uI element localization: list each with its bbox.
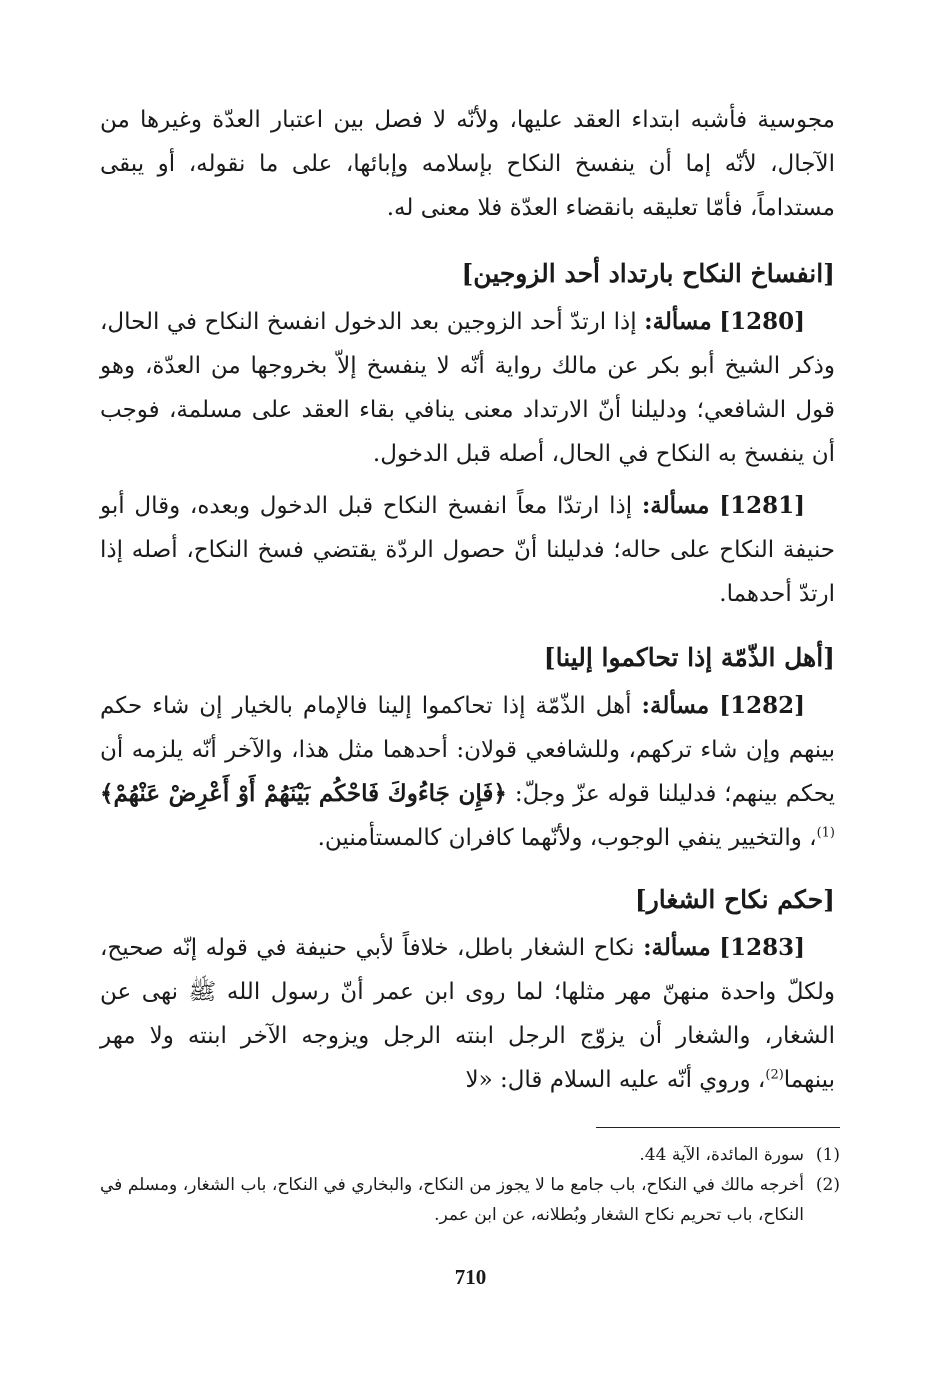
footnotes [100,1140,840,1230]
footnote-text: سورة المائدة، الآية 44. [639,1145,804,1165]
masala-number: [1282] [719,692,805,719]
masala-text: إذا ارتدّ أحد الزوجين بعد الدخول انفسخ النكاح في الحال، وذكر الشيخ أبو بكر عن مالك رواية أنّه لا ينفسخ إلاّ بخروجها من العدّة، وهو قول الشافعي؛ ودليلنا أنّ الارتداد معنى ينافي بقاء العقد على مسلمة، فوجب أن ينفسخ به النكاح في الحال، أصله قبل الدخول. [100,309,835,467]
masala-1280 [100,300,835,476]
footnote-ref: (1) [816,825,835,841]
section-ridda [100,252,835,616]
intro-block [100,98,835,230]
footnote-text: أخرجه مالك في النكاح، باب جامع ما لا يجوز من النكاح، والبخاري في النكاح، باب الشغار، ومسلم في النكاح، باب تحريم نكاح الشغار وبُطلانه، عن ابن عمر. [100,1175,804,1225]
masala-text: إذا ارتدّا معاً انفسخ النكاح قبل الدخول وبعده، وقال أبو حنيفة النكاح على حاله؛ فدليلنا أنّ حصول الردّة يقتضي فسخ النكاح، أصله إذا ارتدّ أحدهما. [100,493,835,607]
masala-number: [1281] [719,492,805,519]
masala-label: مسألة: [641,492,710,519]
masala-text: أهل الذّمّة إذا تحاكموا إلينا فالإمام بالخيار إن شاء حكم بينهم وإن شاء تركهم، وللشافعي قولان: أحدهما مثل هذا، والآخر أنّه يلزمه أن يحكم بينهم؛ فدليلنا قوله عزّ وجلّ: [100,693,835,807]
masala-label: مسألة: [644,308,712,335]
section-heading: [انفساخ النكاح بارتداد أحد الزوجين] [461,259,835,288]
masala-label: مسألة: [641,692,710,719]
section-dhimma [100,636,835,860]
masala-number: [1283] [719,934,806,961]
section-shighar [100,878,835,1102]
masala-number: [1280] [719,308,806,335]
masala-label: مسألة: [643,934,711,961]
masala-text-tail: ، والتخيير ينفي الوجوب، ولأنّهما كافران كالمستأمنين. [317,825,817,851]
masala-1281 [100,484,835,616]
footnote-number: (2) [815,1175,840,1195]
footnote [100,1170,840,1230]
footnote-number: (1) [815,1145,840,1165]
footnote-separator [596,1127,840,1128]
footnote-ref: (2) [765,1067,784,1083]
section-heading: [أهل الذّمّة إذا تحاكموا إلينا] [543,643,835,672]
masala-text: نكاح الشغار باطل، خلافاً لأبي حنيفة في قوله إنّه صحيح، ولكلّ واحدة منهنّ مهر مثلها؛ لما روى ابن عمر أنّ رسول الله ﷺ نهى عن الشغار، والشغار أن يزوّج الرجل ابنته الرجل ويزوجه الآخر ابنته ولا مهر بينهما [100,935,835,1093]
masala-1282 [100,684,835,860]
section-heading: [حكم نكاح الشغار] [634,885,835,914]
page-number: 710 [454,1265,487,1289]
quran-verse: ﴿فَإِن جَاءُوكَ فَاحْكُم بَيْنَهُمْ أَوْ أَعْرِضْ عَنْهُمْ﴾ [100,780,507,807]
intro-paragraph: مجوسية فأشبه ابتداء العقد عليها، ولأنّه لا فصل بين اعتبار العدّة وغيرها من الآجال، لأنّه إما أن ينفسخ النكاح بإسلامه وإبائها، على ما نقوله، أو يبقى مستداماً، فأمّا تعليقه بانقضاء العدّة فلا معنى له. [100,107,835,221]
footnote [100,1140,840,1170]
masala-1283 [100,926,835,1102]
masala-text-tail: ، وروي أنّه عليه السلام قال: «لا [465,1067,766,1093]
